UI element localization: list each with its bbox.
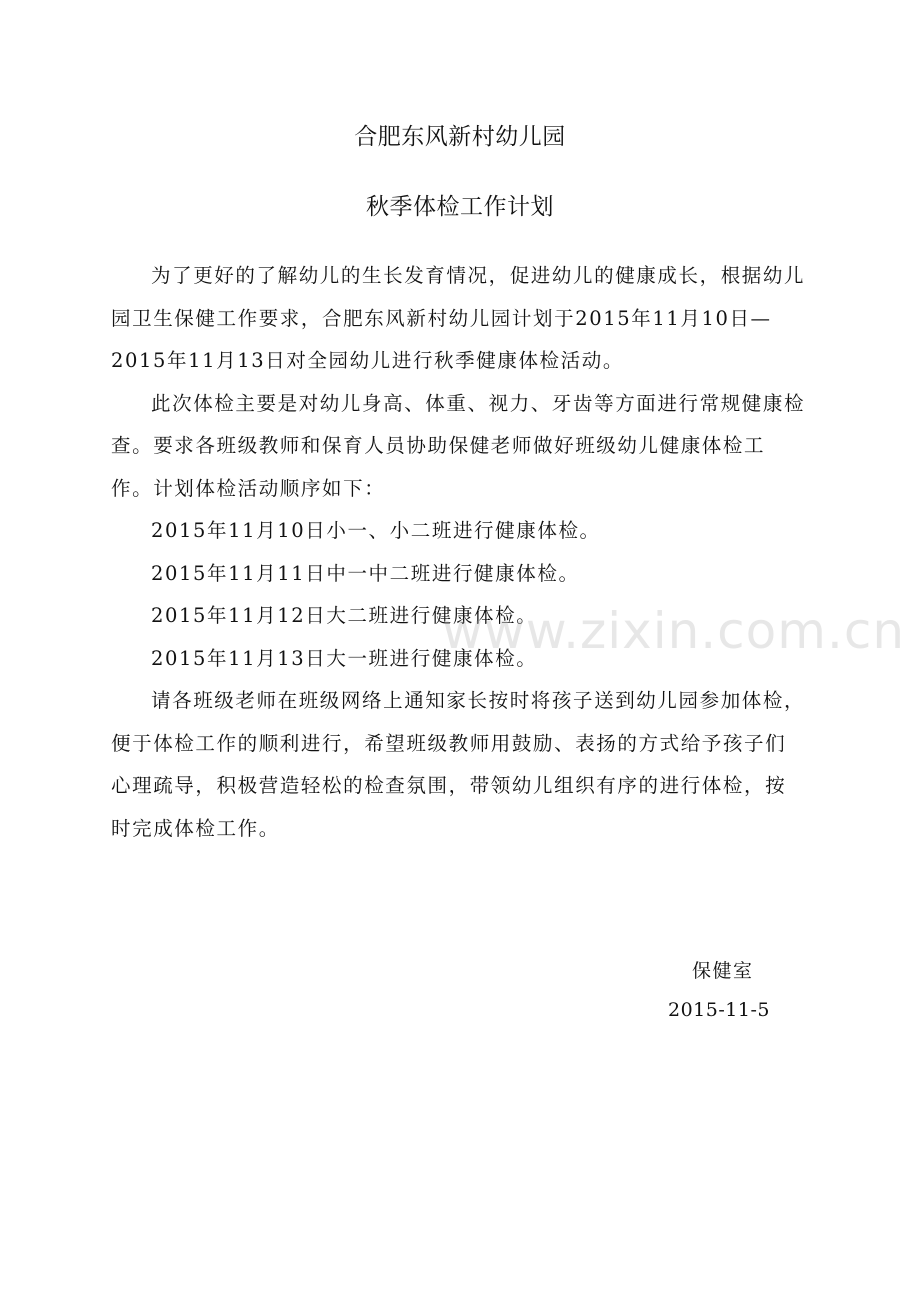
signature-department: 保健室 (692, 960, 754, 982)
document-subtitle: 秋季体检工作计划 (366, 194, 554, 220)
document-body (111, 255, 807, 850)
intro-paragraph: 为了更好的了解幼儿的生长发育情况，促进幼儿的健康成长，根据幼儿园卫生保健工作要求，合肥东风新村幼儿园计划于2015年11月10日—2015年11月13日对全园幼儿进行秋季健康体检活动。 (111, 264, 806, 372)
closing-paragraph: 请各班级老师在班级网络上通知家长按时将孩子送到幼儿园参加体检，便于体检工作的顺利进行，希望班级教师用鼓励、表扬的方式给予孩子们心理疏导，积极营造轻松的检查氛围，带领幼儿组织有序的进行体检，按时完成体检工作。 (111, 689, 806, 840)
schedule-item: 2015年11月13日大一班进行健康体检。 (151, 646, 538, 670)
schedule-item: 2015年11月11日中一中二班进行健康体检。 (151, 561, 580, 585)
schedule-item: 2015年11月10日小一、小二班进行健康体检。 (151, 519, 601, 542)
signature-date: 2015-11-5 (668, 999, 770, 1021)
watermark: www.zixin.com.cn (442, 602, 906, 660)
schedule-item: 2015年11月12日大二班进行健康体检。 (151, 604, 538, 627)
content-paragraph: 此次体检主要是对幼儿身高、体重、视力、牙齿等方面进行常规健康检查。要求各班级教师和保育人员协助保健老师做好班级幼儿健康体检工作。计划体检活动顺序如下： (111, 391, 806, 500)
document-title: 合肥东风新村幼儿园 (354, 124, 566, 150)
